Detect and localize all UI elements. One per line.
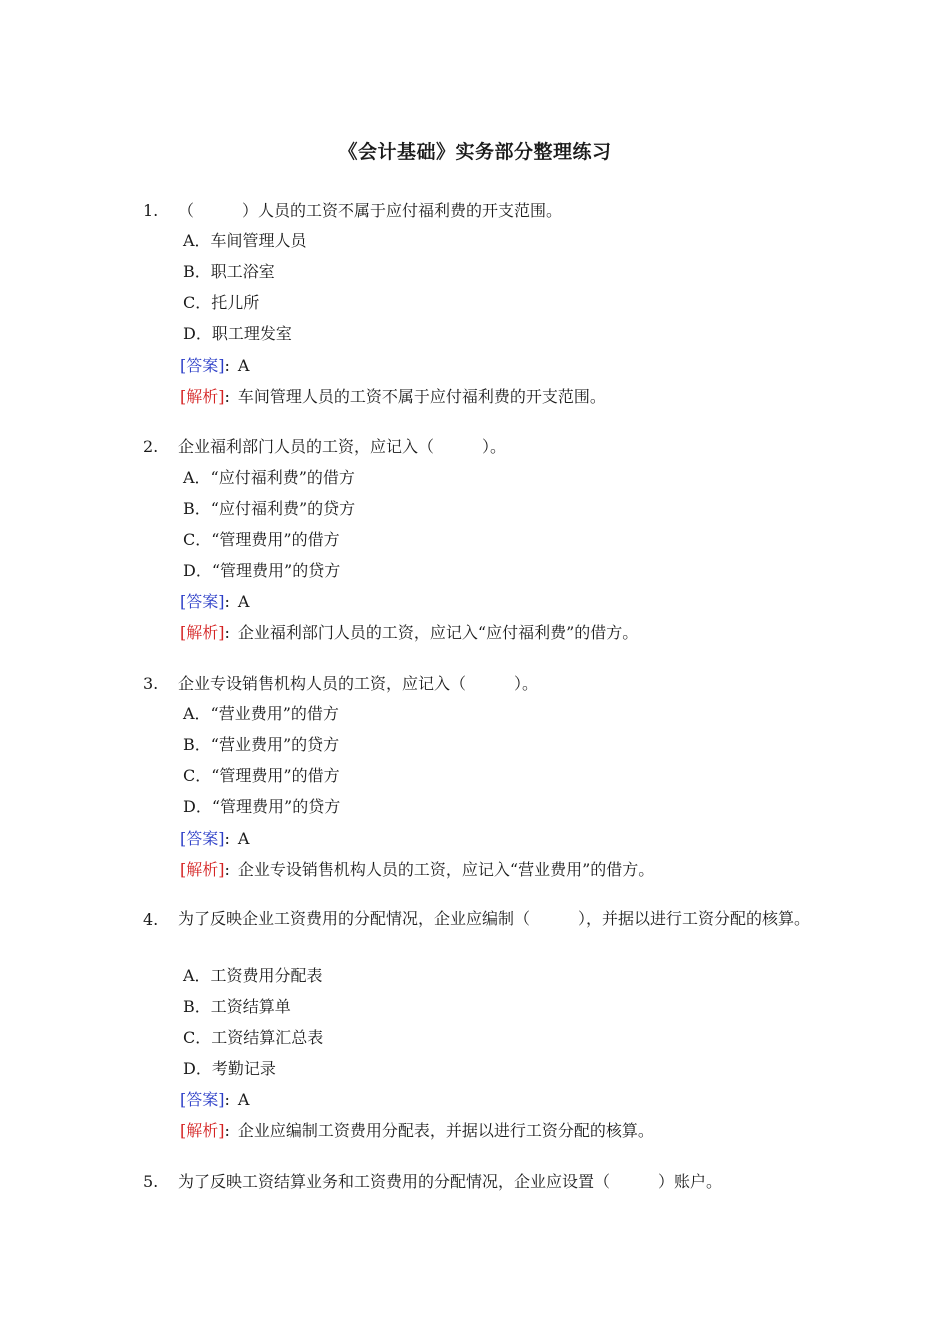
answer-value: A	[237, 1090, 250, 1109]
explanation-line	[180, 385, 606, 409]
explanation-line	[180, 621, 638, 645]
option-b: B．“营业费用”的贷方	[183, 735, 340, 754]
answer-value: A	[237, 356, 250, 375]
question-number: 2.	[143, 437, 159, 456]
colon: :	[224, 623, 230, 642]
option-b: B．工资结算单	[183, 997, 291, 1016]
option-a: A．车间管理人员	[183, 231, 307, 250]
question-number: 5.	[143, 1172, 159, 1191]
question-stem: 企业专设销售机构人员的工资，应记入（ ）。	[178, 674, 539, 693]
answer-line	[180, 827, 249, 851]
option-c: C．托儿所	[183, 293, 260, 312]
colon: :	[224, 387, 230, 406]
answer-tag: [答案]	[180, 829, 225, 848]
colon: :	[224, 829, 230, 848]
colon: :	[224, 1121, 230, 1140]
colon: :	[224, 592, 230, 611]
question-stem: （ ）人员的工资不属于应付福利费的开支范围。	[178, 201, 563, 220]
colon: :	[224, 1090, 230, 1109]
option-d: D．“管理费用”的贷方	[183, 561, 341, 580]
option-a: A．“营业费用”的借方	[183, 704, 339, 723]
option-d: D．“管理费用”的贷方	[183, 797, 341, 816]
explain-tag: [解析]	[180, 1121, 225, 1140]
answer-line	[180, 1088, 249, 1112]
explain-tag: [解析]	[180, 860, 225, 879]
answer-line	[180, 354, 249, 378]
question-number: 4.	[143, 910, 159, 929]
question-stem: 企业福利部门人员的工资，应记入（ ）。	[178, 437, 507, 456]
explanation-text: 车间管理人员的工资不属于应付福利费的开支范围。	[237, 387, 606, 406]
option-c: C．工资结算汇总表	[183, 1028, 324, 1047]
answer-line	[180, 590, 249, 614]
explanation-text: 企业福利部门人员的工资，应记入“应付福利费”的借方。	[237, 623, 639, 642]
option-c: C．“管理费用”的借方	[183, 766, 340, 785]
answer-tag: [答案]	[180, 1090, 225, 1109]
colon: :	[224, 860, 230, 879]
question-number: 3.	[143, 674, 159, 693]
question-stem: 为了反映企业工资费用的分配情况，企业应编制（ ），并据以进行工资分配的核算。	[178, 909, 811, 928]
option-d: D．考勤记录	[183, 1059, 276, 1078]
answer-value: A	[237, 829, 250, 848]
question-stem: 为了反映工资结算业务和工资费用的分配情况，企业应设置（ ）账户。	[178, 1172, 723, 1191]
page-title: 《会计基础》实务部分整理练习	[338, 141, 612, 163]
answer-value: A	[237, 592, 250, 611]
option-b: B．“应付福利费”的贷方	[183, 499, 356, 518]
answer-tag: [答案]	[180, 592, 225, 611]
explanation-text: 企业专设销售机构人员的工资，应记入“营业费用”的借方。	[237, 860, 655, 879]
answer-tag: [答案]	[180, 356, 225, 375]
explanation-text: 企业应编制工资费用分配表，并据以进行工资分配的核算。	[237, 1121, 654, 1140]
option-b: B．职工浴室	[183, 262, 275, 281]
option-d: D．职工理发室	[183, 324, 292, 343]
explain-tag: [解析]	[180, 623, 225, 642]
colon: :	[224, 356, 230, 375]
question-number: 1.	[143, 201, 159, 220]
explanation-line	[180, 858, 654, 882]
option-a: A．“应付福利费”的借方	[183, 468, 355, 487]
option-c: C．“管理费用”的借方	[183, 530, 340, 549]
explain-tag: [解析]	[180, 387, 225, 406]
option-a: A．工资费用分配表	[183, 966, 323, 985]
explanation-line	[180, 1119, 654, 1143]
